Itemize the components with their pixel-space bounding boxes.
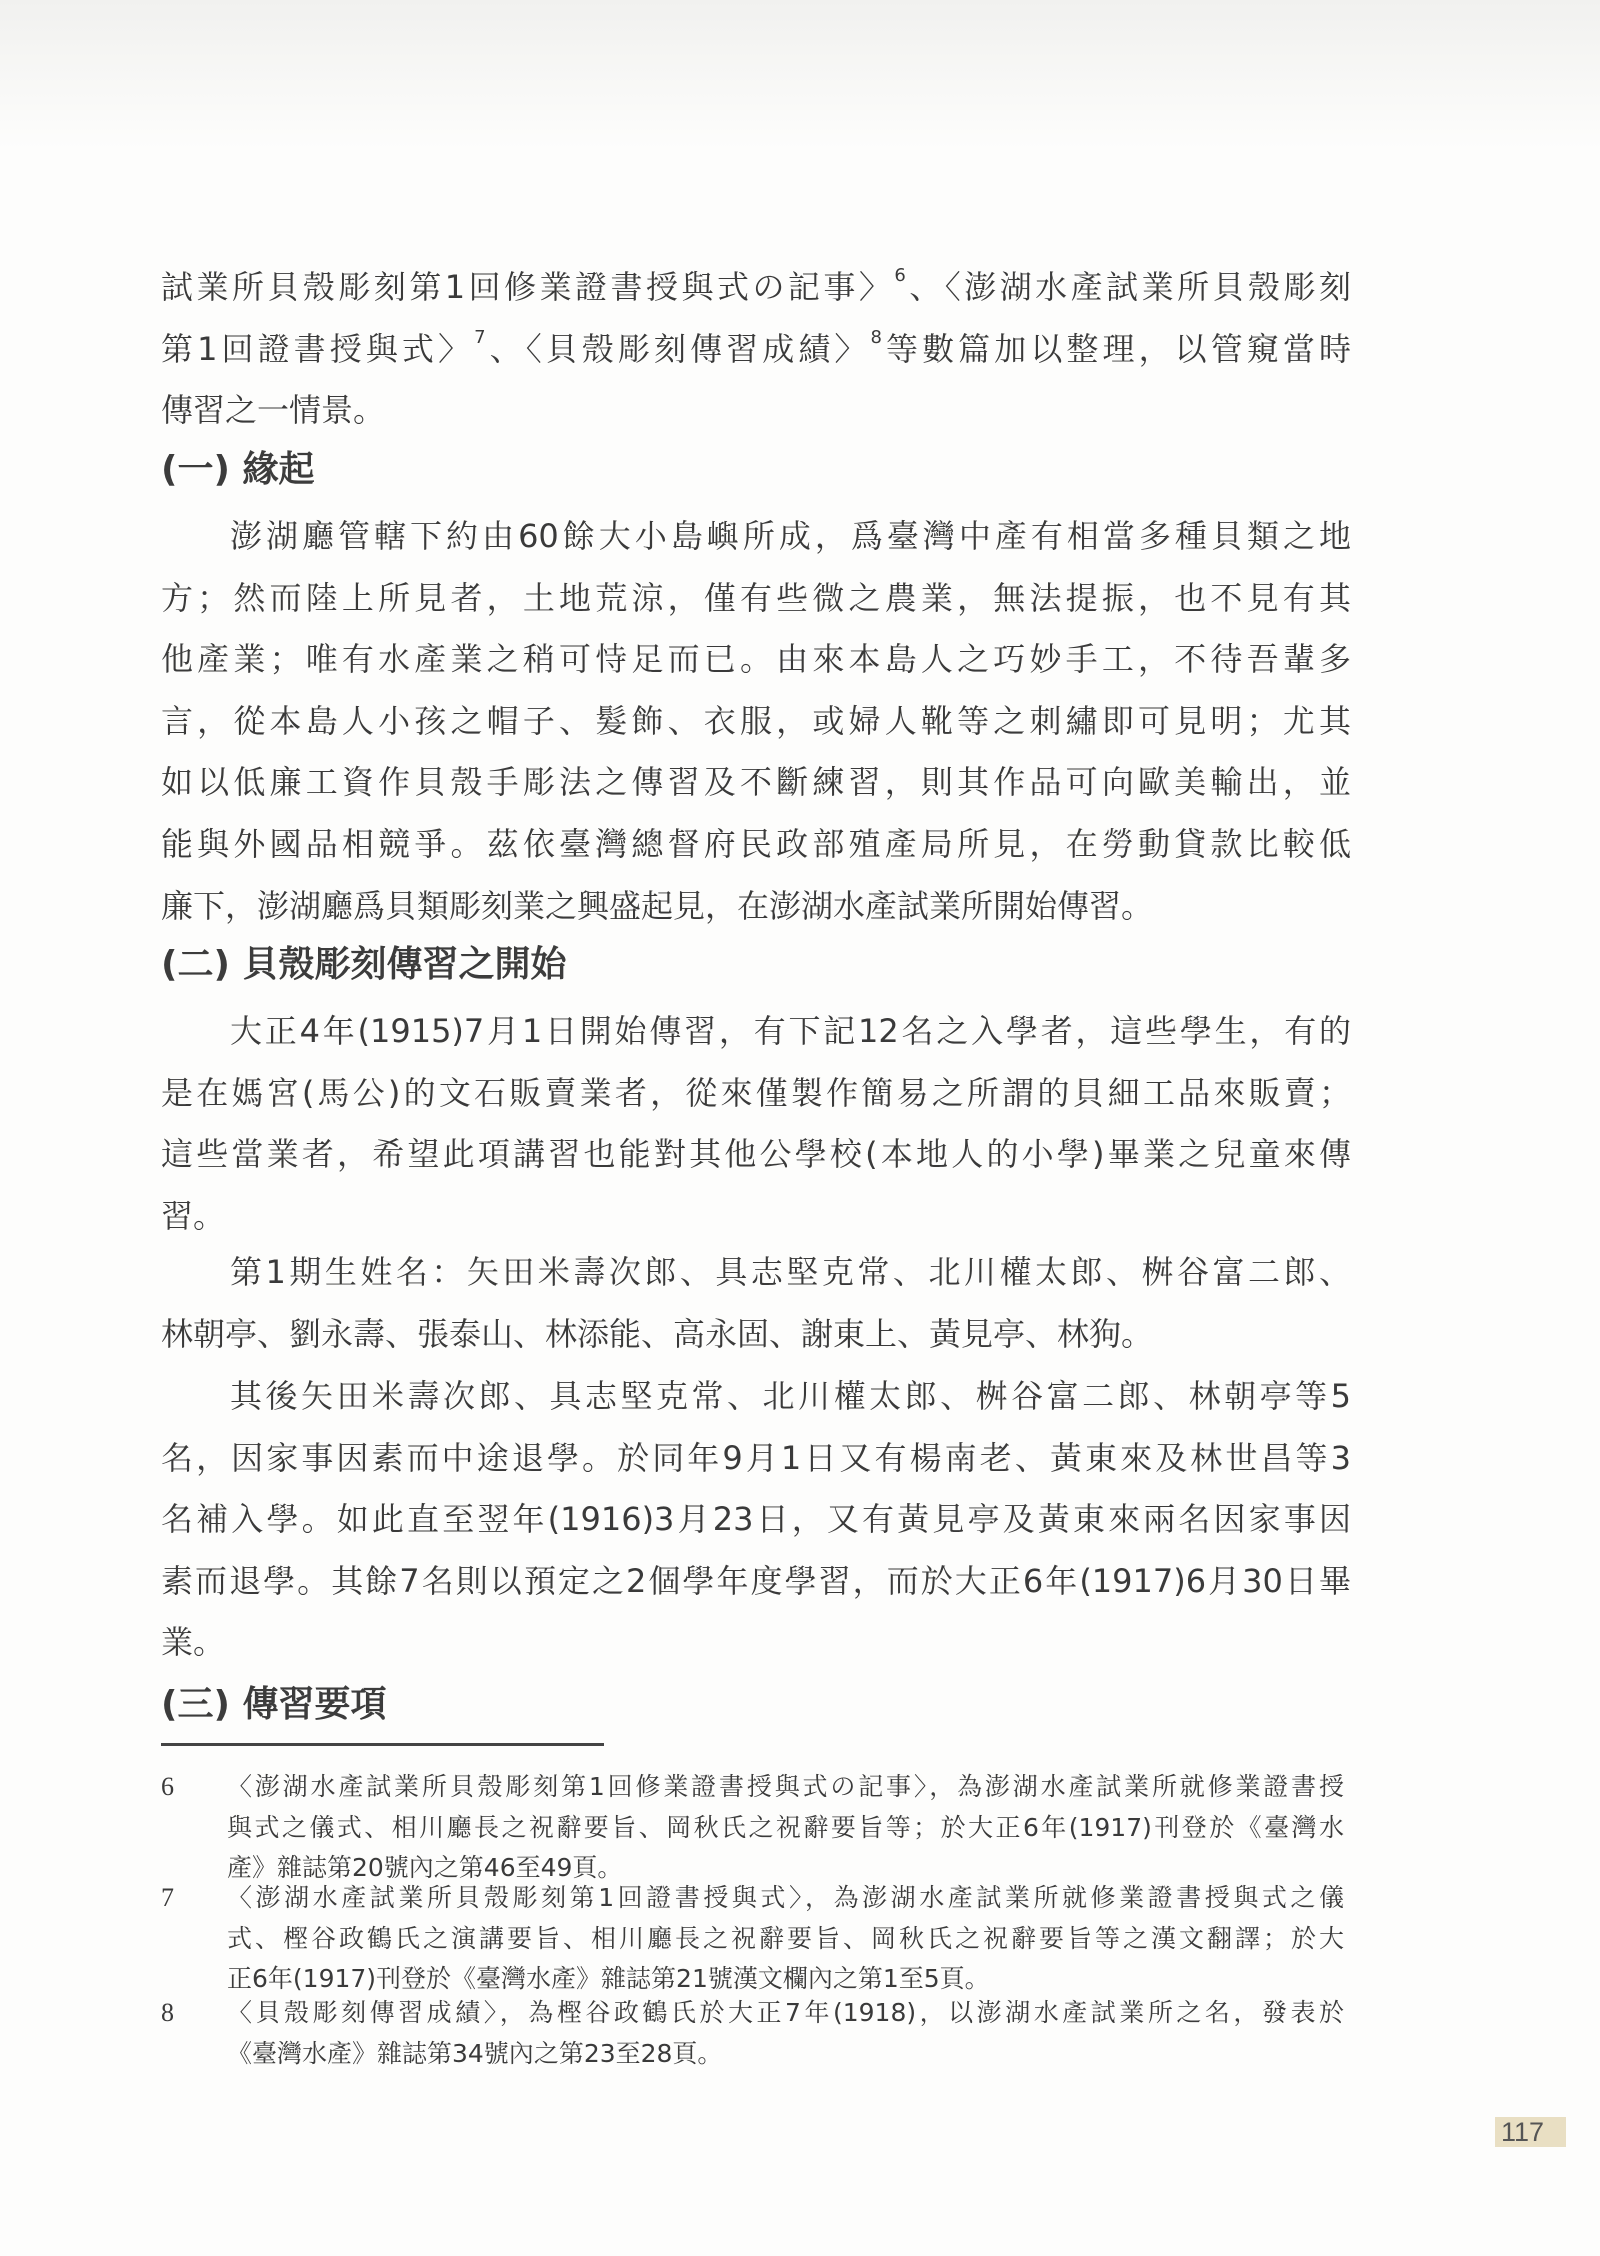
footnote-number: 6 [161, 1772, 174, 1801]
page-number: 117 [1495, 2117, 1566, 2147]
body-line: 名補入學。如此直至翌年(1916)3月23日，又有黃見亭及黃東來兩名因家事因 [161, 1500, 1351, 1539]
text-run: 、〈澎湖水產試業所貝殼彫刻 [905, 268, 1351, 306]
text-run: 試業所貝殼彫刻第1回修業證書授與式の記事〉 [161, 268, 895, 306]
footnote-line: 〈澎湖水產試業所貝殼彫刻第1回證書授與式〉，為澎湖水產試業所就修業證書授與式之儀 [227, 1883, 1344, 1912]
footnote-ref: 7 [474, 326, 486, 348]
body-line: 他產業；唯有水產業之稍可恃足而已。由來本島人之巧妙手工，不待吾輩多 [161, 640, 1351, 679]
body-line [161, 379, 1351, 441]
body-line: 澎湖廳管轄下約由60餘大小島嶼所成，爲臺灣中產有相當多種貝類之地 [230, 517, 1351, 555]
text-run: 第1回證書授與式〉 [161, 329, 475, 368]
body-line [161, 318, 1351, 380]
body-line: 是在媽宮(馬公)的文石販賣業者，從來僅製作簡易之所謂的貝細工品來販賣； [161, 1073, 1351, 1112]
body-line: 素而退學。其餘7名則以預定之2個學年度學習，而於大正6年(1917)6月30日畢 [161, 1561, 1351, 1600]
body-line: 廉下，澎湖廳爲貝類彫刻業之興盛起見，在澎湖水產試業所開始傳習。 [161, 886, 1154, 925]
footnote-line: 〈澎湖水產試業所貝殼彫刻第1回修業證書授與式の記事〉，為澎湖水產試業所就修業證書授 [227, 1772, 1344, 1801]
section-heading: (三) 傳習要項 [161, 1684, 387, 1725]
body-line [161, 256, 1351, 318]
footnote-line: 正6年(1917)刊登於《臺灣水產》雜誌第21號漢文欄內之第1至5頁。 [227, 1964, 990, 1993]
body-line: 其後矢田米壽次郎、具志堅克常、北川權太郎、桝谷富二郎、林朝亭等5 [230, 1377, 1351, 1415]
text-run: 傳習之一情景。 [161, 391, 386, 430]
footnote-divider [161, 1743, 604, 1746]
body-line: 如以低廉工資作貝殼手彫法之傳習及不斷練習，則其作品可向歐美輸出，並 [161, 763, 1351, 802]
scan-shade [0, 0, 1600, 150]
footnote-line: 產》雜誌第20號內之第46至49頁。 [227, 1853, 623, 1882]
footnote-line: 與式之儀式、相川廳長之祝辭要旨、岡秋氏之祝辭要旨等；於大正6年(1917)刊登於《臺灣水 [227, 1812, 1344, 1842]
text-run: 、〈貝殼彫刻傳習成績〉 [485, 329, 871, 368]
text-run: 等數篇加以整理，以管窺當時 [881, 329, 1351, 368]
body-line: 能與外國品相競爭。茲依臺灣總督府民政部殖產局所見，在勞動貸款比較低 [161, 825, 1351, 863]
body-line: 方；然而陸上所見者，土地荒涼，僅有些微之農業，無法提振，也不見有其 [161, 578, 1351, 617]
footnote-ref: 6 [894, 265, 906, 286]
body-line: 習。 [161, 1196, 226, 1235]
footnote-ref: 8 [870, 326, 882, 348]
section-heading: (一) 緣起 [161, 449, 315, 490]
footnote-number: 7 [161, 1883, 174, 1912]
body-line: 林朝亭、劉永壽、張泰山、林添能、高永固、謝東上、黃見亭、林狗。 [161, 1314, 1154, 1353]
body-line: 業。 [161, 1623, 226, 1662]
footnote-number: 8 [161, 1998, 174, 2027]
body-line: 第1期生姓名：矢田米壽次郎、具志堅克常、北川權太郎、桝谷富二郎、 [230, 1253, 1351, 1291]
footnote-line: 式、樫谷政鶴氏之演講要旨、相川廳長之祝辭要旨、岡秋氏之祝辭要旨等之漢文翻譯；於大 [227, 1923, 1344, 1953]
section-heading: (二) 貝殼彫刻傳習之開始 [161, 944, 567, 985]
footnote-line: 《臺灣水產》雜誌第34號內之第23至28頁。 [227, 2038, 723, 2068]
footnote-line: 〈貝殼彫刻傳習成績〉，為樫谷政鶴氏於大正7年(1918)，以澎湖水產試業所之名，發表於 [227, 1998, 1344, 2027]
body-line: 這些當業者，希望此項講習也能對其他公學校(本地人的小學)畢業之兒童來傳 [161, 1135, 1351, 1174]
body-line: 大正4年(1915)7月1日開始傳習，有下記12名之入學者，這些學生，有的 [230, 1012, 1351, 1050]
body-line: 言，從本島人小孩之帽子、髮飾、衣服，或婦人靴等之刺繡即可見明；尤其 [161, 701, 1351, 740]
body-line: 名，因家事因素而中途退學。於同年9月1日又有楊南老、黃東來及林世昌等3 [161, 1438, 1351, 1477]
